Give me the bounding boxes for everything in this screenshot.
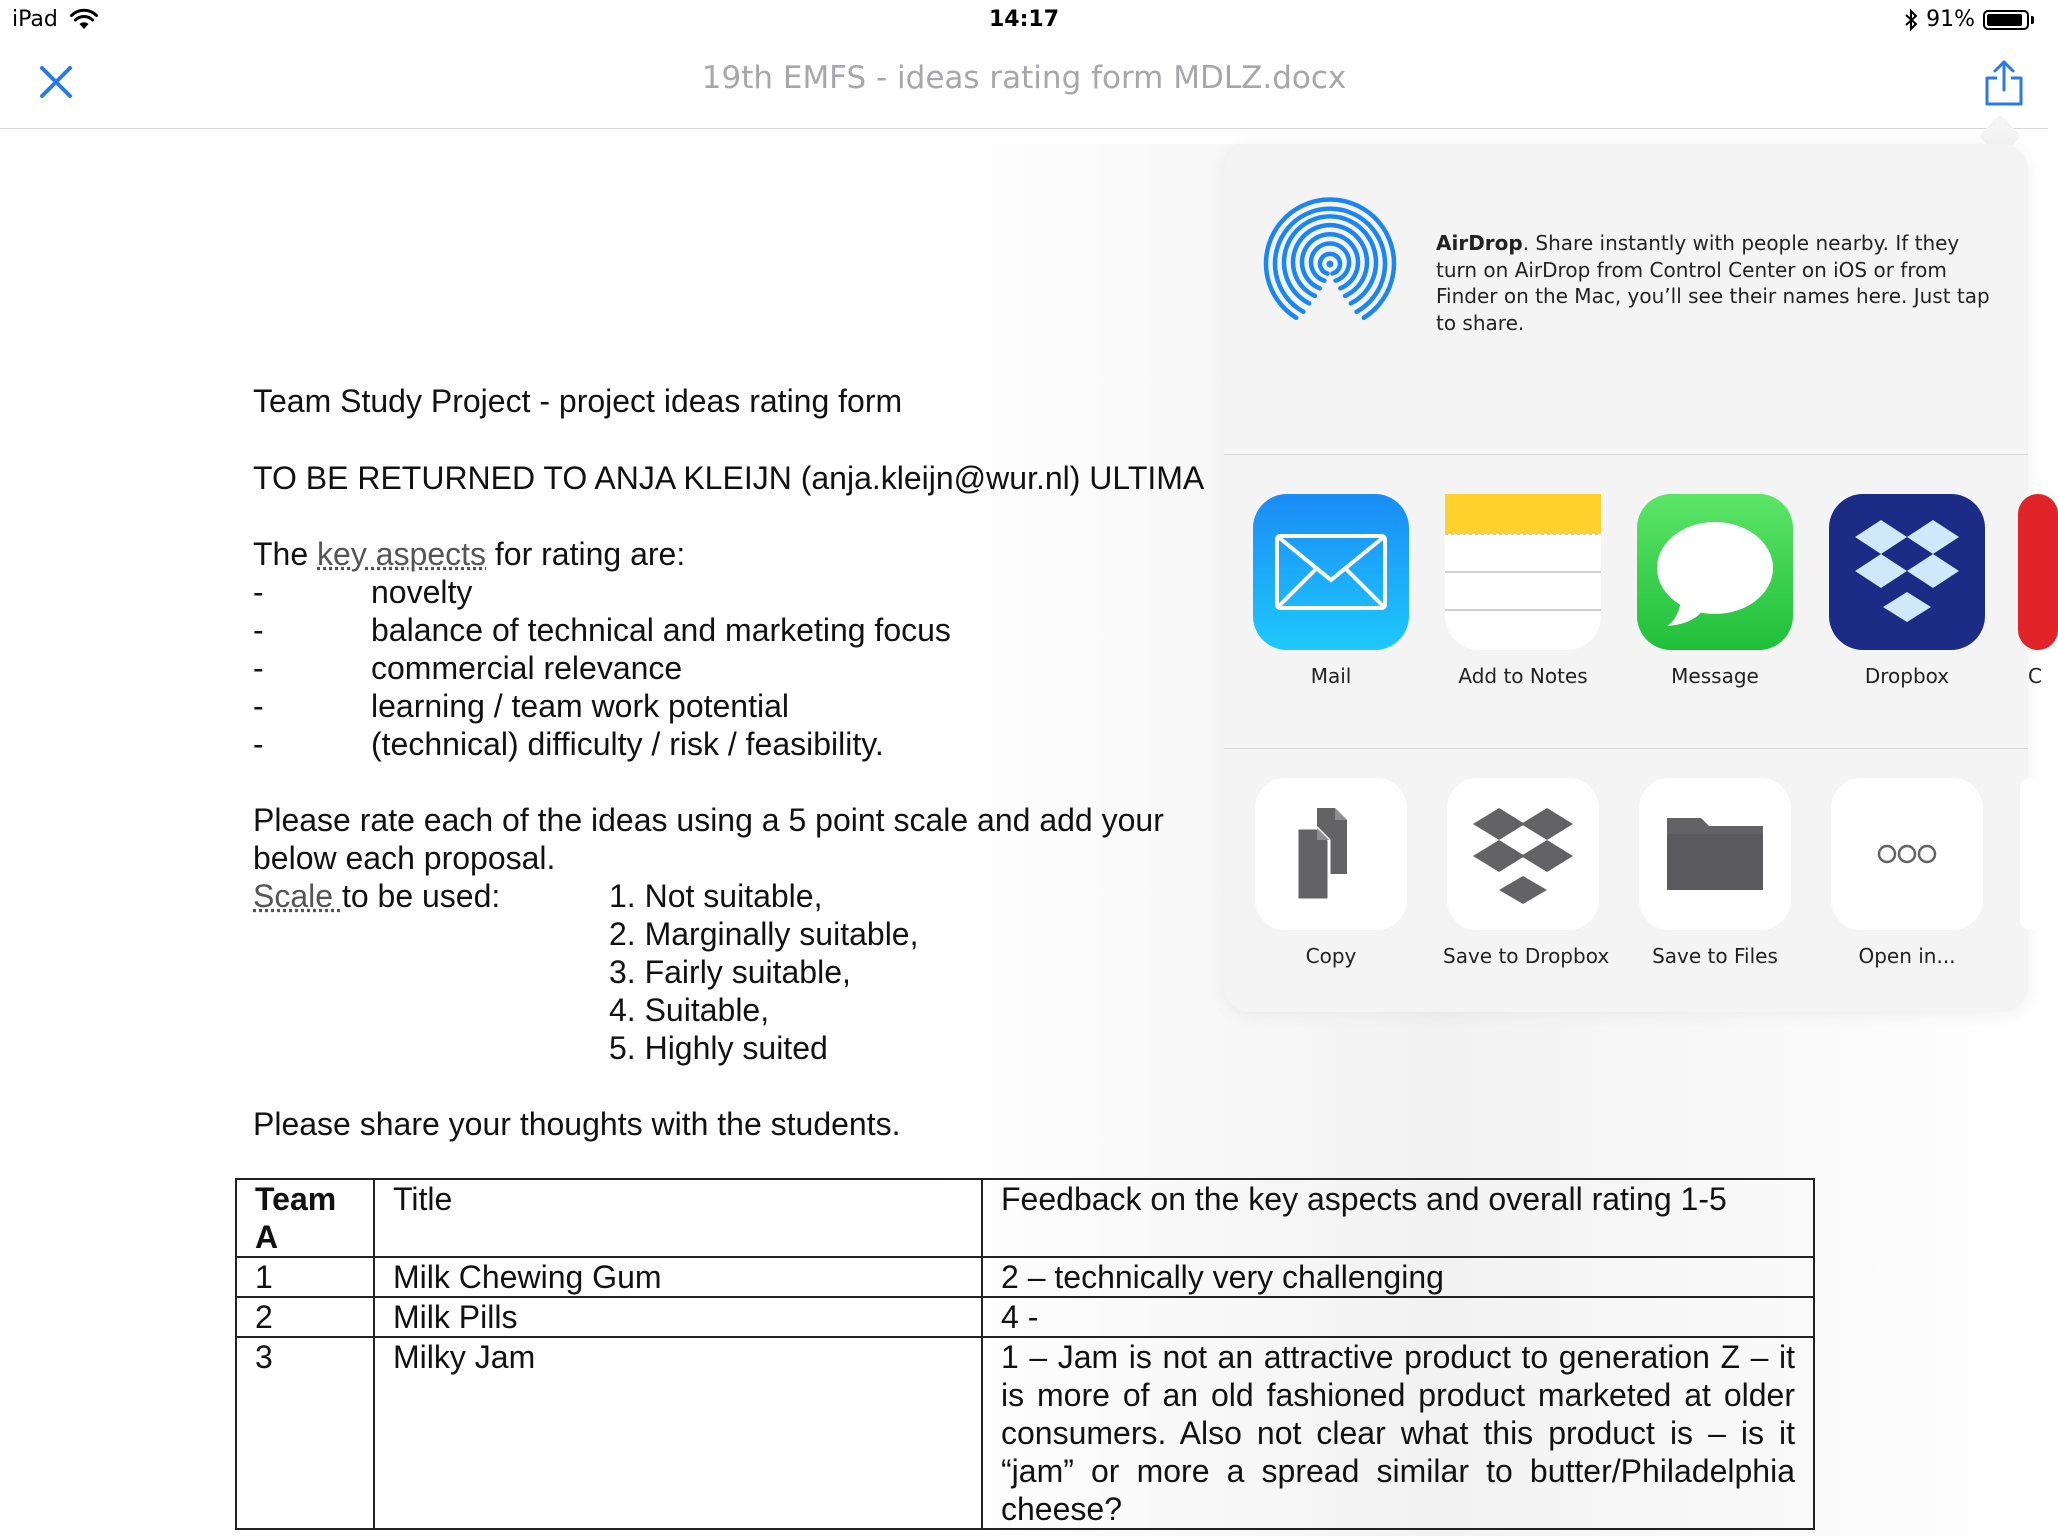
copy-icon [1255, 778, 1407, 930]
doc-return-line: TO BE RETURNED TO ANJA KLEIJN (anja.kleijn@wur.nl) ULTIMA [253, 460, 1205, 496]
row-title: Milk Chewing Gum [374, 1257, 982, 1297]
action-save-to-dropbox[interactable] [1443, 778, 1610, 968]
device-name: iPad [12, 7, 58, 32]
status-bar [0, 0, 2048, 40]
action-partial[interactable] [2020, 778, 2040, 930]
aspects-intro-suffix: for rating are: [486, 536, 686, 572]
doc-heading: Team Study Project - project ideas rating form [253, 383, 903, 419]
scale-item: 1. Not suitable, [609, 878, 823, 914]
aspect-text: balance of technical and marketing focus [371, 612, 951, 648]
row-number: 3 [236, 1337, 374, 1529]
scale-label-suffix: to be used: [341, 878, 501, 914]
bullet-dash: - [253, 612, 264, 648]
action-partial-icon [2020, 778, 2040, 930]
airdrop-section[interactable] [1224, 144, 2028, 455]
action-save-to-files[interactable] [1635, 778, 1795, 968]
bullet-dash: - [253, 650, 264, 686]
airdrop-icon [1260, 212, 1400, 352]
notes-icon [1445, 494, 1601, 650]
share-app-label: Mail [1310, 664, 1352, 688]
message-icon [1637, 494, 1793, 650]
row-number: 2 [236, 1297, 374, 1337]
scale-label [253, 877, 500, 915]
row-feedback: 2 – technically very challenging [982, 1257, 1814, 1297]
aspect-text: (technical) difficulty / risk / feasibility. [371, 726, 884, 762]
header-title: Title [374, 1179, 982, 1257]
airdrop-title: AirDrop [1436, 231, 1523, 255]
bluetooth-icon [1904, 8, 1918, 32]
action-label: Open in... [1858, 944, 1956, 968]
action-label: Save to Files [1652, 944, 1778, 968]
share-app-label: Add to Notes [1458, 664, 1588, 688]
share-app-partial[interactable] [2018, 494, 2058, 688]
row-title: Milk Pills [374, 1297, 982, 1337]
status-right [1904, 7, 2034, 32]
scale-item: 5. Highly suited [609, 1030, 828, 1066]
share-app-label: C [2028, 664, 2042, 688]
battery-icon [1983, 10, 2029, 30]
airdrop-body: . Share instantly with people nearby. If they turn on AirDrop from Control Center on iOS or from Finder on the Mac, you’ll see their names here. Just tap to share. [1436, 231, 1990, 335]
action-open-in[interactable] [1827, 778, 1987, 968]
share-app-label: Dropbox [1864, 664, 1950, 688]
header-feedback: Feedback on the key aspects and overall rating 1-5 [982, 1179, 1814, 1257]
bullet-dash: - [253, 726, 264, 762]
clock: 14:17 [988, 7, 1060, 32]
action-label: Save to Dropbox [1443, 944, 1610, 968]
share-icon[interactable] [1982, 58, 2026, 108]
share-thoughts-line: Please share your thoughts with the students. [253, 1106, 901, 1142]
airdrop-description [1436, 230, 1996, 336]
folder-icon [1639, 778, 1791, 930]
bullet-dash: - [253, 574, 264, 610]
dropbox-icon [1829, 494, 1985, 650]
share-actions-row [1224, 748, 2028, 1012]
rate-instruction-line-2: below each proposal. [253, 840, 556, 876]
share-app-notes[interactable] [1443, 494, 1603, 688]
aspects-intro-prefix: The [253, 536, 318, 572]
scale-item: 4. Suitable, [609, 992, 770, 1028]
row-title: Milky Jam [374, 1337, 982, 1529]
app-icon [2018, 494, 2058, 650]
mail-icon [1253, 494, 1409, 650]
scale-item: 2. Marginally suitable, [609, 916, 919, 952]
aspect-text: learning / team work potential [371, 688, 789, 724]
aspect-text: commercial relevance [371, 650, 683, 686]
aspect-text: novelty [371, 574, 473, 610]
scale-item: 3. Fairly suitable, [609, 954, 851, 990]
share-sheet [1224, 144, 2042, 1012]
rate-instruction-line-1: Please rate each of the ideas using a 5 point scale and add your [253, 802, 1164, 838]
aspects-intro [253, 535, 685, 573]
share-apps-row [1224, 454, 2042, 749]
action-label: Copy [1305, 944, 1357, 968]
table-row [236, 1337, 1814, 1529]
battery-tip [2031, 16, 2034, 24]
scale-link[interactable]: Scale [253, 878, 342, 914]
row-number: 1 [236, 1257, 374, 1297]
feedback-table [235, 1178, 1815, 1530]
row-feedback: 4 - [982, 1297, 1814, 1337]
share-app-label: Message [1671, 664, 1759, 688]
share-app-message[interactable] [1635, 494, 1795, 688]
table-row [236, 1257, 1814, 1297]
table-header-row [236, 1179, 1814, 1257]
row-feedback: 1 – Jam is not an attractive product to generation Z – it is more of an old fashioned product marketed at older consumers. Also not clear what this product is – is it “jam” or more a spread similar to butter/Philadelphia cheese? [982, 1337, 1814, 1529]
battery-percent: 91% [1926, 7, 1975, 32]
navigation-bar [0, 40, 2048, 129]
bullet-dash: - [253, 688, 264, 724]
key-aspects-link[interactable]: key aspects [317, 536, 486, 572]
dropbox-icon [1447, 778, 1599, 930]
document-title: 19th EMFS - ideas rating form MDLZ.docx [701, 60, 1347, 96]
action-copy[interactable] [1251, 778, 1411, 968]
more-icon [1831, 778, 1983, 930]
share-app-mail[interactable] [1251, 494, 1411, 688]
header-team: Team A [236, 1179, 374, 1257]
table-row [236, 1297, 1814, 1337]
share-app-dropbox[interactable] [1827, 494, 1987, 688]
